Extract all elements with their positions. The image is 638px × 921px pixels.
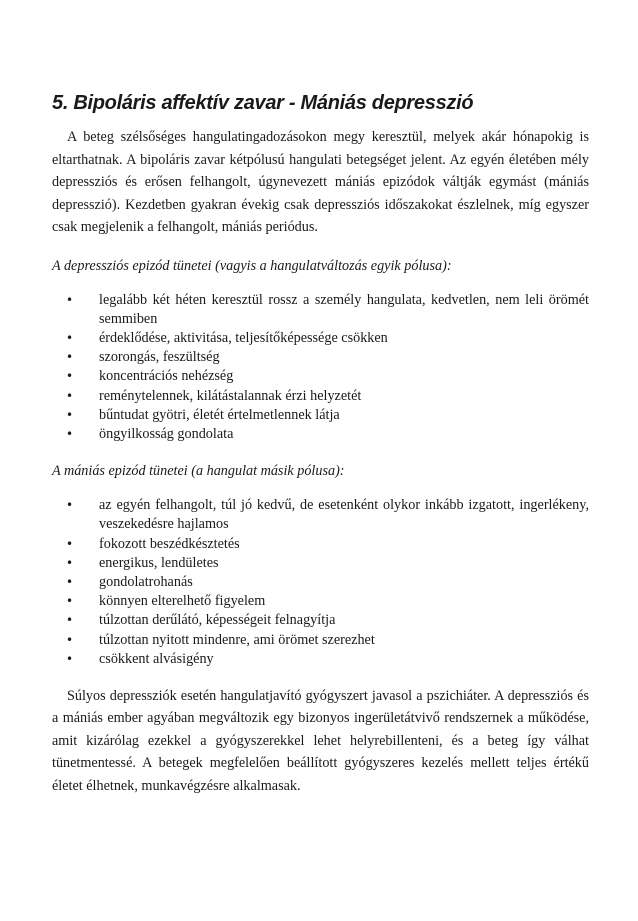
list-item-text: csökkent alvásigény bbox=[99, 650, 214, 667]
bullet-icon: • bbox=[66, 536, 74, 551]
depressive-section-title: A depressziós epizód tünetei (vagyis a hangulatváltozás egyik pólusa): bbox=[52, 257, 452, 274]
list-item bbox=[52, 406, 589, 425]
bullet-icon: • bbox=[66, 292, 74, 307]
list-item-text: az egyén felhangolt, túl jó kedvű, de esetenként olykor inkább izgatott, ingerlékeny, veszekedésre hajlamos bbox=[99, 497, 589, 533]
list-item bbox=[52, 535, 589, 554]
bullet-icon: • bbox=[66, 632, 74, 647]
list-item-text: gondolatrohanás bbox=[99, 573, 193, 590]
list-item bbox=[52, 291, 589, 329]
bullet-icon: • bbox=[66, 426, 74, 441]
list-item-text: túlzottan nyitott mindenre, ami örömet szerezhet bbox=[99, 631, 375, 648]
bullet-icon: • bbox=[66, 407, 74, 422]
bullet-icon: • bbox=[66, 594, 74, 609]
list-item-text: fokozott beszédkésztetés bbox=[99, 535, 240, 552]
page-heading: 5. Bipoláris affektív zavar - Mániás depresszió bbox=[52, 92, 474, 114]
bullet-icon: • bbox=[66, 498, 74, 513]
list-item-text: energikus, lendületes bbox=[99, 554, 219, 571]
list-item bbox=[52, 348, 589, 367]
list-item bbox=[52, 329, 589, 348]
manic-section-title: A mániás epizód tünetei (a hangulat másik pólusa): bbox=[52, 463, 345, 480]
list-item-text: koncentrációs nehézség bbox=[99, 368, 234, 385]
list-item bbox=[52, 631, 589, 650]
intro-paragraph: A beteg szélsőséges hangulatingadozásokon megy keresztül, melyek akár hónapokig is eltarthatnak. A bipoláris zavar kétpólusú hangulati betegséget jelent. Az egyén életében mély depressziós és erősen felhangolt, úgynevezett mániás epizódok váltják egymást (mániás depresszió). Kezdetben gyakran évekig csak depressziós időszakokat észlelnek, míg egyszer csak megjelenik a felhangolt, mániás periódus. bbox=[52, 129, 589, 235]
list-item bbox=[52, 496, 589, 534]
bullet-icon: • bbox=[66, 574, 74, 589]
list-item-text: könnyen elterelhető figyelem bbox=[99, 593, 266, 610]
list-item-text: bűntudat gyötri, életét értelmetlennek látja bbox=[99, 406, 340, 423]
list-item bbox=[52, 367, 589, 386]
list-item-text: legalább két héten keresztül rossz a személy hangulata, kedvetlen, nem leli örömét semmiben bbox=[99, 291, 589, 327]
bullet-icon: • bbox=[66, 350, 74, 365]
list-item bbox=[52, 554, 589, 573]
bullet-icon: • bbox=[66, 330, 74, 345]
list-item-text: szorongás, feszültség bbox=[99, 349, 220, 366]
list-item bbox=[52, 573, 589, 592]
list-item-text: öngyilkosság gondolata bbox=[99, 425, 234, 442]
bullet-icon: • bbox=[66, 555, 74, 570]
list-item-text: reménytelennek, kilátástalannak érzi helyzetét bbox=[99, 387, 362, 404]
list-item bbox=[52, 611, 589, 630]
list-item-text: érdeklődése, aktivitása, teljesítőképessége csökken bbox=[99, 329, 388, 346]
list-item bbox=[52, 650, 589, 669]
depressive-symptom-list bbox=[52, 291, 589, 445]
list-item bbox=[52, 387, 589, 406]
manic-symptom-list bbox=[52, 496, 589, 669]
bullet-icon: • bbox=[66, 613, 74, 628]
list-item bbox=[52, 592, 589, 611]
document-page bbox=[52, 90, 589, 797]
bullet-icon: • bbox=[66, 369, 74, 384]
bullet-icon: • bbox=[66, 651, 74, 666]
closing-paragraph: Súlyos depressziók esetén hangulatjavító gyógyszert javasol a pszichiáter. A depressziós és a mániás ember agyában megváltozik egy bizonyos ingerületátvivő rendszernek a működése, amit kizárólag ezekkel a gyógyszerekkel lehet helyrebillenteni, és a beteg így válhat tünetmentessé. A betegek megfelelően beállított gyógyszeres kezelés mellett teljes értékű életet élhetnek, munkavégzésre alkalmasak. bbox=[52, 687, 589, 794]
list-item-text: túlzottan derűlátó, képességeit felnagyítja bbox=[99, 612, 336, 629]
list-item bbox=[52, 425, 589, 444]
bullet-icon: • bbox=[66, 388, 74, 403]
